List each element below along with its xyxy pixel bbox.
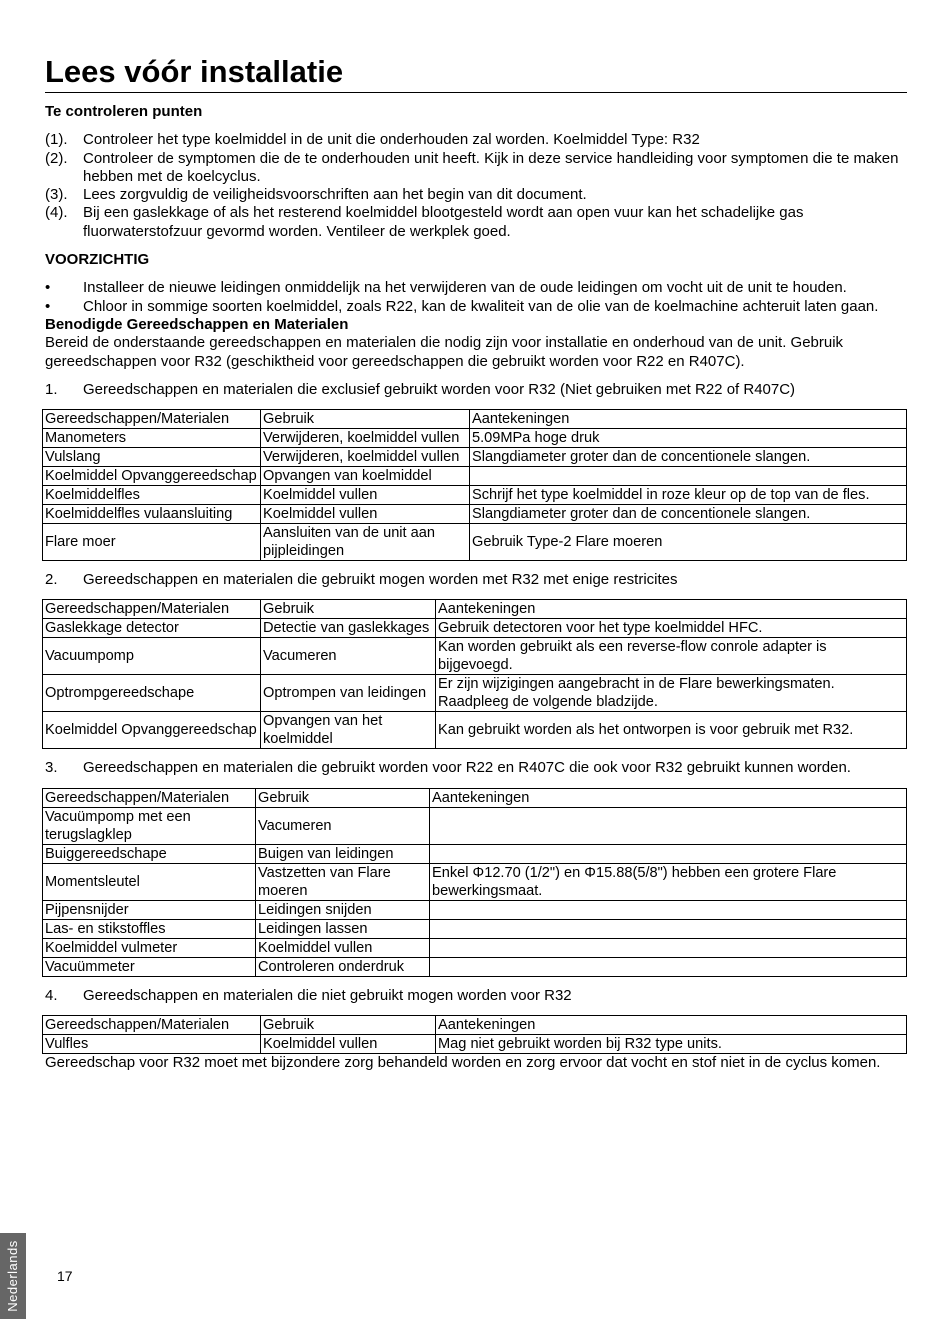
- table-cell: Schrijf het type koelmiddel in roze kleur op de top van de fles.: [470, 486, 907, 505]
- list-text: Installeer de nieuwe leidingen onmiddelijk na het verwijderen van de oude leidingen om vocht uit de unit te houden.: [83, 279, 847, 297]
- table-row: [43, 448, 907, 467]
- table-cell: [430, 807, 907, 844]
- table-cell: Vacumeren: [261, 638, 436, 675]
- table-cell: [430, 844, 907, 863]
- list-item: [45, 150, 907, 187]
- list-text: Controleer het type koelmiddel in de unit die onderhouden zal worden. Koelmiddel Type: R32: [83, 131, 700, 149]
- list-text: Lees zorgvuldig de veiligheidsvoorschriften aan het begin van dit document.: [83, 186, 587, 204]
- table-cell: Vulslang: [43, 448, 261, 467]
- list-marker: (3).: [45, 186, 68, 204]
- header-cell: Aantekeningen: [430, 788, 907, 807]
- table-cell: Vulfles: [43, 1035, 261, 1054]
- table-cell: Buiggereedschape: [43, 844, 256, 863]
- table-row: [43, 524, 907, 561]
- header-cell: Gereedschappen/Materialen: [43, 600, 261, 619]
- table-cell: Pijpensnijder: [43, 900, 256, 919]
- table-cell: Gebruik Type-2 Flare moeren: [470, 524, 907, 561]
- list-item: [45, 204, 907, 241]
- header-cell: Gereedschappen/Materialen: [43, 1016, 261, 1035]
- header-cell: Gereedschappen/Materialen: [43, 788, 256, 807]
- table-row: [43, 919, 907, 938]
- table-cell: Gebruik detectoren voor het type koelmiddel HFC.: [436, 619, 907, 638]
- list-text: Controleer de symptomen die de te onderhouden unit heeft. Kijk in deze service handleiding voor symptomen die te maken hebben met de koelcyclus.: [83, 149, 899, 185]
- table-cell: Buigen van leidingen: [256, 844, 430, 863]
- table-cell: Koelmiddel vullen: [261, 1035, 436, 1054]
- table-row: [43, 900, 907, 919]
- table-cell: [430, 919, 907, 938]
- table-header-row: [43, 788, 907, 807]
- table-cell: Kan gebruikt worden als het ontworpen is voor gebruik met R32.: [436, 712, 907, 749]
- table-cell: Optrompen van leidingen: [261, 675, 436, 712]
- table-number: 3.: [45, 759, 58, 777]
- tools-table: [42, 1015, 907, 1054]
- table-cell: Koelmiddelfles: [43, 486, 261, 505]
- table-cell: [430, 900, 907, 919]
- table-row: [43, 429, 907, 448]
- table-cell: Aansluiten van de unit aan pijpleidingen: [261, 524, 470, 561]
- tools-intro: Bereid de onderstaande gereedschappen en materialen die nodig zijn voor installatie en onderhoud van de unit. Gebruik gereedschappen voor R32 (geschiktheid voor gereedschappen die gebruikt worden voor R22 en R407C).: [45, 334, 844, 370]
- table-header-row: [43, 410, 907, 429]
- header-cell: Gereedschappen/Materialen: [43, 410, 261, 429]
- tools-tables: [45, 381, 907, 1054]
- table-cell: Slangdiameter groter dan de concentionele slangen.: [470, 448, 907, 467]
- table-header-row: [43, 600, 907, 619]
- table-cell: Koelmiddel vullen: [256, 938, 430, 957]
- table-caption: [45, 571, 907, 589]
- table-cell: Opvangen van het koelmiddel: [261, 712, 436, 749]
- table-cell: Opvangen van koelmiddel: [261, 467, 470, 486]
- table-cell: Slangdiameter groter dan de concentionele slangen.: [470, 505, 907, 524]
- table-cell: Vacuumpomp: [43, 638, 261, 675]
- page-number: 17: [57, 1268, 73, 1284]
- table-caption-text: Gereedschappen en materialen die niet gebruikt mogen worden voor R32: [83, 986, 572, 1004]
- table-row: [43, 957, 907, 976]
- header-cell: Aantekeningen: [436, 1016, 907, 1035]
- content: [45, 103, 907, 1072]
- table-row: [43, 844, 907, 863]
- table-cell: Vacumeren: [256, 807, 430, 844]
- list-text: Bij een gaslekkage of als het resterend koelmiddel blootgesteld wordt aan open vuur kan het schadelijke gas fluorwaterstofzuur gevormd worden. Ventileer de werkplek goed.: [83, 204, 804, 240]
- list-marker: (1).: [45, 131, 68, 149]
- check-heading: Te controleren punten: [45, 103, 203, 120]
- table-cell: [470, 467, 907, 486]
- table-cell: Leidingen snijden: [256, 900, 430, 919]
- table-cell: Las- en stikstoffles: [43, 919, 256, 938]
- list-item: [45, 298, 907, 316]
- table-cell: Verwijderen, koelmiddel vullen: [261, 429, 470, 448]
- table-cell: [430, 957, 907, 976]
- list-item: [45, 279, 907, 297]
- table-row: [43, 505, 907, 524]
- table-cell: Controleren onderdruk: [256, 957, 430, 976]
- caution-heading: VOORZICHTIG: [45, 251, 150, 269]
- table-cell: Koelmiddelfles vulaansluiting: [43, 505, 261, 524]
- table-caption: [45, 381, 907, 399]
- header-cell: Gebruik: [261, 410, 470, 429]
- list-marker: (2).: [45, 149, 68, 167]
- table-row: [43, 675, 907, 712]
- table-row: [43, 619, 907, 638]
- tools-table: [42, 788, 907, 977]
- header-cell: Aantekeningen: [436, 600, 907, 619]
- table-cell: Koelmiddel vulmeter: [43, 938, 256, 957]
- table-cell: Vacuümmeter: [43, 957, 256, 976]
- table-cell: Optrompgereedschape: [43, 675, 261, 712]
- tools-table: [42, 599, 907, 749]
- table-number: 1.: [45, 380, 58, 398]
- table-cell: Koelmiddel vullen: [261, 505, 470, 524]
- list-marker: •: [45, 279, 51, 297]
- title-divider: [45, 92, 907, 93]
- table-cell: Enkel Φ12.70 (1/2") en Φ15.88(5/8") hebben een grotere Flare bewerkingsmaat.: [430, 863, 907, 900]
- table-cell: Er zijn wijzigingen aangebracht in de Flare bewerkingsmaten. Raadpleeg de volgende bladzijde.: [436, 675, 907, 712]
- table-cell: Leidingen lassen: [256, 919, 430, 938]
- table-caption-text: Gereedschappen en materialen die gebruikt worden voor R22 en R407C die ook voor R32 gebruikt kunnen worden.: [83, 759, 851, 777]
- table-number: 4.: [45, 986, 58, 1004]
- table-row: [43, 712, 907, 749]
- table-cell: Mag niet gebruikt worden bij R32 type units.: [436, 1035, 907, 1054]
- page-title: Lees vóór installatie: [45, 54, 344, 89]
- header-cell: Gebruik: [256, 788, 430, 807]
- table-cell: Verwijderen, koelmiddel vullen: [261, 448, 470, 467]
- closing-note: Gereedschap voor R32 moet met bijzondere zorg behandeld worden en zorg ervoor dat vocht en stof niet in de cyclus komen.: [45, 1054, 881, 1072]
- header-cell: Aantekeningen: [470, 410, 907, 429]
- language-tab-label: Nederlands: [4, 1240, 20, 1312]
- table-caption: [45, 987, 907, 1005]
- table-caption: [45, 759, 907, 777]
- table-cell: Koelmiddel Opvanggereedschap: [43, 712, 261, 749]
- list-marker: (4).: [45, 204, 68, 222]
- table-cell: Gaslekkage detector: [43, 619, 261, 638]
- check-list: [45, 131, 907, 241]
- table-caption-text: Gereedschappen en materialen die exclusief gebruikt worden voor R32 (Niet gebruiken met R22 of R407C): [83, 380, 796, 398]
- table-cell: [430, 938, 907, 957]
- language-tab: [0, 1233, 26, 1319]
- table-row: [43, 467, 907, 486]
- table-cell: Momentsleutel: [43, 863, 256, 900]
- table-cell: Detectie van gaslekkages: [261, 619, 436, 638]
- table-row: [43, 807, 907, 844]
- table-cell: Vacuümpomp met een terugslagklep: [43, 807, 256, 844]
- table-number: 2.: [45, 571, 58, 589]
- list-item: [45, 131, 907, 149]
- table-cell: Manometers: [43, 429, 261, 448]
- table-cell: Koelmiddel vullen: [261, 486, 470, 505]
- header-cell: Gebruik: [261, 1016, 436, 1035]
- table-caption-text: Gereedschappen en materialen die gebruikt mogen worden met R32 met enige restricites: [83, 571, 678, 589]
- tools-table: [42, 409, 907, 561]
- caution-list: [45, 279, 907, 316]
- table-row: [43, 486, 907, 505]
- list-item: [45, 186, 907, 204]
- table-row: [43, 638, 907, 675]
- table-cell: 5.09MPa hoge druk: [470, 429, 907, 448]
- table-cell: Kan worden gebruikt als een reverse-flow conrole adapter is bijgevoegd.: [436, 638, 907, 675]
- list-marker: •: [45, 297, 51, 315]
- table-row: [43, 938, 907, 957]
- tools-heading: Benodigde Gereedschappen en Materialen: [45, 315, 349, 333]
- list-text: Chloor in sommige soorten koelmiddel, zoals R22, kan de kwaliteit van de olie van de koelmachine achteruit laten gaan.: [83, 297, 879, 315]
- table-header-row: [43, 1016, 907, 1035]
- table-cell: Flare moer: [43, 524, 261, 561]
- header-cell: Gebruik: [261, 600, 436, 619]
- table-row: [43, 863, 907, 900]
- table-cell: Vastzetten van Flare moeren: [256, 863, 430, 900]
- table-row: [43, 1035, 907, 1054]
- table-cell: Koelmiddel Opvanggereedschap: [43, 467, 261, 486]
